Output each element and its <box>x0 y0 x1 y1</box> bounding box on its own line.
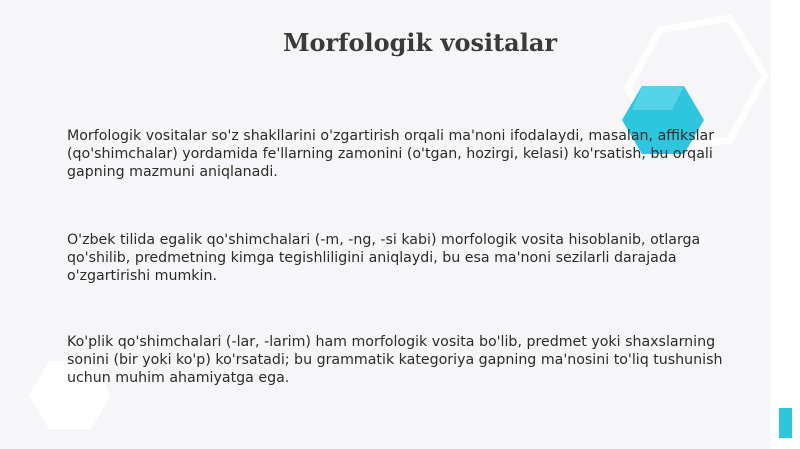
slide-title: Morfologik vositalar <box>282 28 558 57</box>
paragraph-1: Morfologik vositalar so'z shakllarini o'zgartirish orqali ma'noni ifodalaydi, masalan, affikslar (qo'shimchalar) yordamida fe'llarning zamonini (o'tgan, hozirgi, kelasi) ko'rsatish, bu orqali gapning mazmuni aniqlanadi. <box>67 128 715 180</box>
paragraph-2: O'zbek tilida egalik qo'shimchalari (-m, -ng, -si kabi) morfologik vosita hisoblanib, otlarga qo'shilib, predmetning kimga tegishliligini aniqlaydi, bu esa ma'noni sezilarli darajada o'zgartirishi mumkin. <box>67 232 701 284</box>
paragraph-3: Ko'plik qo'shimchalari (-lar, -larim) ham morfologik vosita bo'lib, predmet yoki shaxslarning sonini (bir yoki ko'p) ko'rsatadi; bu grammatik kategoriya gapning ma'nosini to'liq tushunish uchun muhim ahamiyatga ega. <box>67 334 723 386</box>
right-edge-strip <box>771 0 800 449</box>
accent-bar <box>779 408 792 438</box>
